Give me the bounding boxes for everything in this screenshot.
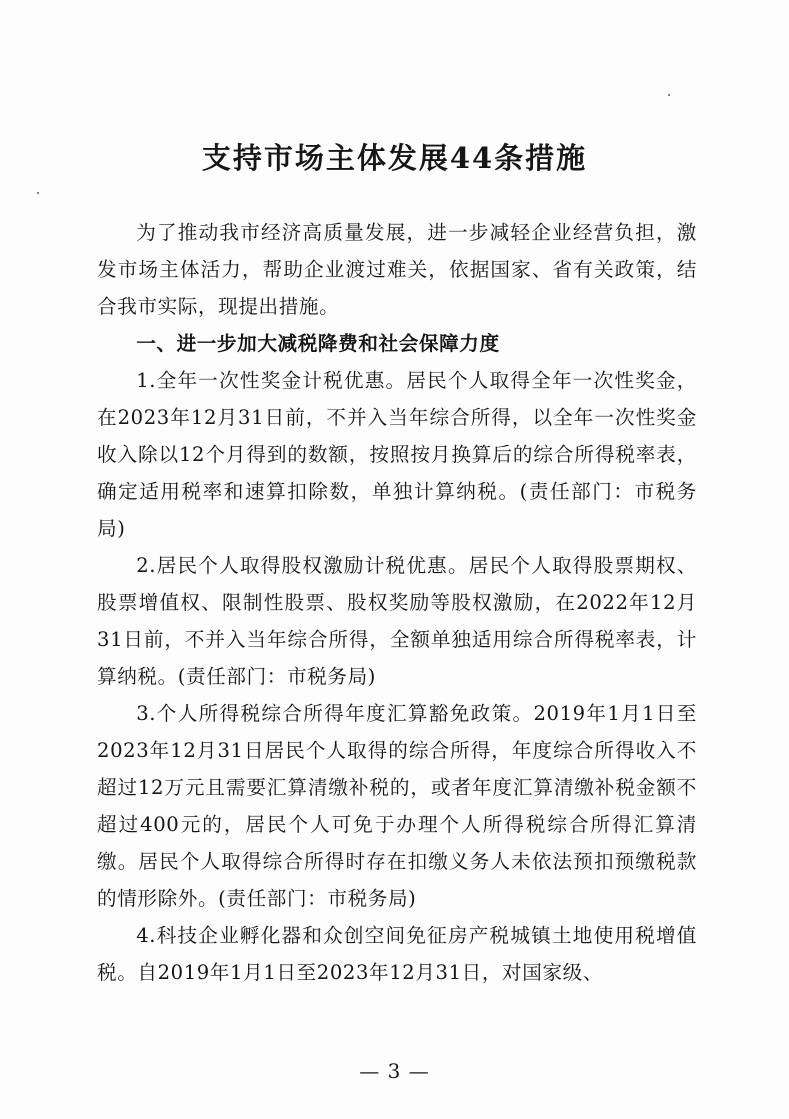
scan-speck [37,192,39,194]
measure-paragraph-1: 1.全年一次性奖金计税优惠。居民个人取得全年一次性奖金，在2023年12月31日前，不并入当年综合所得，以全年一次性奖金收入除以12个月得到的数额，按照按月换算后的综合所得税率表，确定适用税率和速算扣除数，单独计算纳税。(责任部门：市税务局) [97,369,697,540]
scan-speck [668,94,670,96]
measure-paragraph-2: 2.居民个人取得股权激励计税优惠。居民个人取得股票期权、股票增值权、限制性股票、股权奖励等股权激励，在2022年12月31日前，不并入当年综合所得，全额单独适用综合所得税率表，计算纳税。(责任部门：市税务局) [97,554,697,688]
page-number: — 3 — [359,1059,430,1083]
measure-paragraph-3: 3.个人所得税综合所得年度汇算豁免政策。2019年1月1日至2023年12月31日居民个人取得的综合所得，年度综合所得收入不超过12万元且需要汇算清缴补税的，或者年度汇算清缴补税金额不超过400元的，居民个人可免于办理个人所得税综合所得汇算清缴。居民个人取得综合所得时存在扣缴义务人未依法预扣预缴税款的情形除外。(责任部门：市税务局) [97,702,697,910]
document-title: 支持市场主体发展44条措施 [201,141,588,175]
intro-paragraph: 为了推动我市经济高质量发展，进一步减轻企业经营负担，激发市场主体活力，帮助企业渡过难关，依据国家、省有关政策，结合我市实际，现提出措施。 [97,221,697,318]
document-body [97,214,697,991]
section-heading: 一、进一步加大减税降费和社会保障力度 [136,332,500,355]
measure-paragraph-4: 4.科技企业孵化器和众创空间免征房产税城镇土地使用税增值税。自2019年1月1日至2023年12月31日，对国家级、 [97,924,697,984]
